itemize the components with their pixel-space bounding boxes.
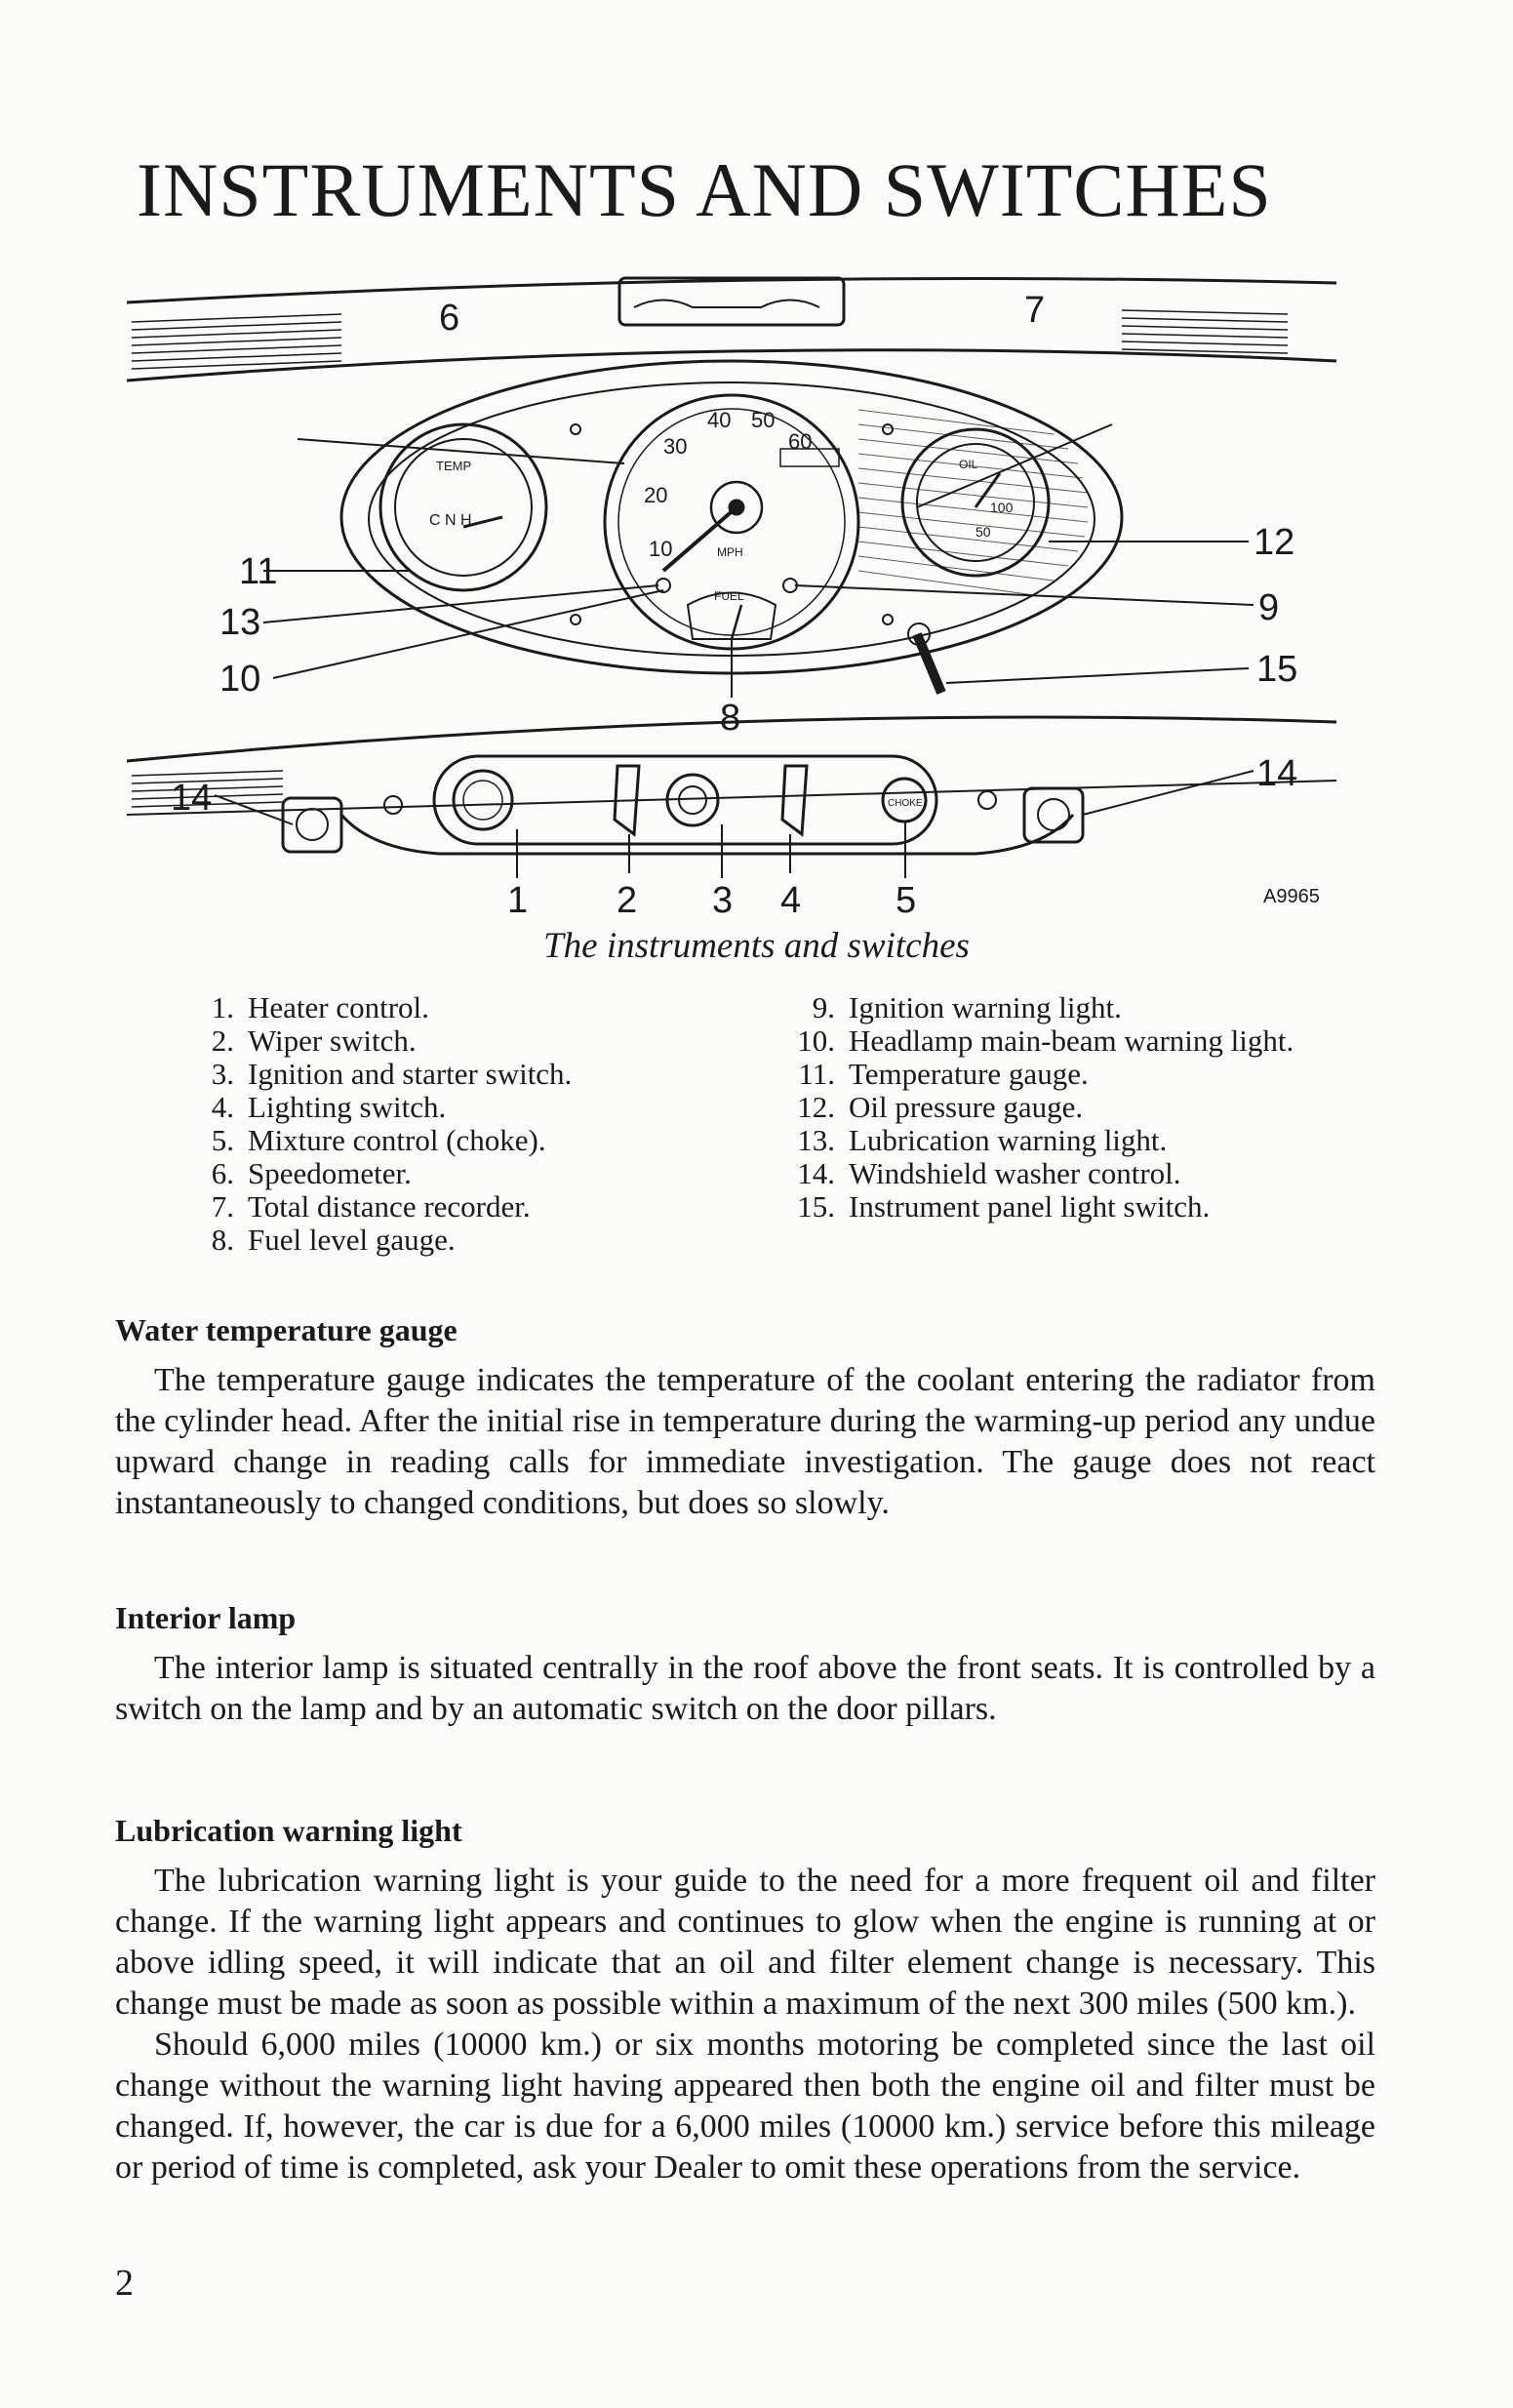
callout-14-right: 14 xyxy=(1256,753,1298,794)
legend-item xyxy=(751,1124,1336,1157)
legend-item xyxy=(168,1024,714,1058)
section-lubrication-warning-light xyxy=(115,1813,1375,2188)
speed-tick: 40 xyxy=(707,408,732,432)
oil-gauge-value-50: 50 xyxy=(975,524,991,540)
legend-number: 13. xyxy=(797,1123,835,1157)
legend-item xyxy=(168,991,714,1024)
legend-item xyxy=(168,1058,714,1091)
legend-item xyxy=(751,1091,1336,1124)
legend-item xyxy=(751,1058,1336,1091)
oil-gauge-value-100: 100 xyxy=(990,500,1014,515)
legend-item xyxy=(168,1091,714,1124)
speed-tick: 10 xyxy=(649,537,673,561)
oil-gauge-bezel xyxy=(902,429,1049,576)
page-title: INSTRUMENTS AND SWITCHES xyxy=(137,147,1272,232)
page-number: 2 xyxy=(115,2263,134,2304)
legend-text: Wiper switch. xyxy=(248,1023,417,1058)
speedometer-needle xyxy=(663,507,737,571)
lighting-toggle xyxy=(782,766,807,834)
legend-item xyxy=(168,1190,714,1224)
callout-numbers xyxy=(171,290,1297,921)
callout-5: 5 xyxy=(896,880,917,921)
speed-tick: 50 xyxy=(751,408,776,432)
legend-text: Lighting switch. xyxy=(248,1090,447,1124)
legend-item xyxy=(751,1190,1336,1224)
oil-gauge-label: OIL xyxy=(959,458,978,471)
top-left-grille xyxy=(132,314,341,369)
speedometer-bezel xyxy=(605,395,858,649)
callout-6: 6 xyxy=(439,298,460,339)
lubrication-warning-light xyxy=(657,579,670,592)
instrument-panel-illustration xyxy=(117,263,1346,927)
callout-leaders xyxy=(215,424,1254,878)
legend-text: Heater control. xyxy=(248,990,429,1024)
legend-text: Headlamp main-beam warning light. xyxy=(849,1023,1294,1058)
legend-text: Instrument panel light switch. xyxy=(849,1189,1211,1224)
legend-text: Fuel level gauge. xyxy=(248,1223,456,1257)
heater-control-knob xyxy=(454,771,512,829)
callout-9: 9 xyxy=(1258,587,1280,628)
ignition-warning-light xyxy=(783,579,797,592)
temp-gauge-scale: C N H xyxy=(429,512,472,529)
legend-item xyxy=(168,1224,714,1257)
section-water-temperature-gauge xyxy=(115,1312,1375,1524)
callout-8: 8 xyxy=(720,698,741,739)
legend-text: Oil pressure gauge. xyxy=(849,1090,1084,1124)
speed-tick: 60 xyxy=(788,429,813,454)
legend-number: 9. xyxy=(812,990,835,1024)
legend-left-column xyxy=(168,991,714,1257)
section-paragraph: Should 6,000 miles (10000 km.) or six months motoring be completed since the last oil change without the warning light having appeared then both the engine oil and filter must be changed. If, however, the car is due for a 6,000 miles (10000 km.) service before this mileage or period of time is completed, ask your Dealer to omit these operations from the service. xyxy=(115,2027,1375,2186)
section-heading: Interior lamp xyxy=(115,1600,297,1635)
panel-light-switch xyxy=(917,634,941,693)
fuel-gauge-label: FUEL xyxy=(714,589,744,603)
callout-11: 11 xyxy=(239,551,278,592)
callout-14-left: 14 xyxy=(171,778,213,819)
legend-text: Mixture control (choke). xyxy=(248,1123,546,1157)
legend-right-column xyxy=(751,991,1336,1224)
section-interior-lamp xyxy=(115,1600,1375,1730)
legend-number: 10. xyxy=(797,1023,835,1058)
legend-text: Ignition warning light. xyxy=(849,990,1122,1024)
callout-3: 3 xyxy=(712,880,734,921)
legend-text: Total distance recorder. xyxy=(248,1189,531,1224)
legend-number: 15. xyxy=(797,1189,835,1224)
legend-item xyxy=(751,991,1336,1024)
legend-item xyxy=(751,1157,1336,1190)
section-paragraph: The lubrication warning light is your guide to the need for a more frequent oil and filter change. If the warning light appears and continues to glow when the engine is running at or above idling speed, it will indicate that an oil and filter element change is necessary. This change must be made as soon as possible within a maximum of the next 300 miles (500 km.). xyxy=(115,1863,1375,2022)
callout-2: 2 xyxy=(617,880,638,921)
callout-1: 1 xyxy=(507,880,529,921)
section-paragraph: The temperature gauge indicates the temperature of the coolant entering the radiator from the cylinder head. After the initial rise in temperature during the warming-up period any undue upward change in reading calls for immediate investigation. The gauge does not react instantaneously to changed conditions, but does so slowly. xyxy=(115,1362,1375,1521)
switch-panel-plate xyxy=(434,756,936,844)
legend-number: 7. xyxy=(211,1189,234,1224)
top-right-grille xyxy=(1122,310,1288,353)
section-heading: Lubrication warning light xyxy=(115,1813,462,1848)
legend-number: 11. xyxy=(798,1057,835,1091)
nacelle-shading xyxy=(858,410,1088,595)
legend-text: Speedometer. xyxy=(248,1156,412,1190)
callout-12: 12 xyxy=(1254,522,1295,563)
instrument-panel-figure xyxy=(117,263,1346,927)
section-heading: Water temperature gauge xyxy=(115,1312,458,1347)
legend-number: 6. xyxy=(211,1156,234,1190)
section-paragraph: The interior lamp is situated centrally in the roof above the front seats. It is controlled by a switch on the lamp and by an automatic switch on the door pillars. xyxy=(115,1650,1375,1727)
legend-number: 4. xyxy=(211,1090,234,1124)
washer-control-right xyxy=(1024,788,1083,842)
legend-number: 14. xyxy=(797,1156,835,1190)
legend-item xyxy=(168,1157,714,1190)
callout-10: 10 xyxy=(219,659,261,700)
figure-caption: The instruments and switches xyxy=(543,926,970,966)
temp-gauge-label: TEMP xyxy=(436,459,472,473)
legend-text: Temperature gauge. xyxy=(849,1057,1089,1091)
temp-gauge-bezel xyxy=(380,424,546,590)
legend-number: 8. xyxy=(211,1223,234,1257)
speed-tick: 30 xyxy=(663,434,688,459)
callout-4: 4 xyxy=(780,880,802,921)
callout-13: 13 xyxy=(219,602,261,643)
legend-number: 1. xyxy=(211,990,234,1024)
legend-item xyxy=(168,1124,714,1157)
callout-15: 15 xyxy=(1256,649,1298,690)
dash-top-edge xyxy=(127,279,1336,303)
callout-7: 7 xyxy=(1024,290,1046,331)
legend-number: 12. xyxy=(797,1090,835,1124)
choke-label: CHOKE xyxy=(888,798,923,809)
instrument-nacelle-inner xyxy=(369,382,1095,656)
legend-number: 2. xyxy=(211,1023,234,1058)
legend-number: 5. xyxy=(211,1123,234,1157)
legend-text: Lubrication warning light. xyxy=(849,1123,1168,1157)
figure-code: A9965 xyxy=(1263,886,1320,907)
speedometer-mph-label: MPH xyxy=(717,545,743,559)
legend-text: Ignition and starter switch. xyxy=(248,1057,573,1091)
legend-number: 3. xyxy=(211,1057,234,1091)
legend-text: Windshield washer control. xyxy=(849,1156,1181,1190)
speed-tick: 20 xyxy=(644,483,668,507)
legend-item xyxy=(751,1024,1336,1058)
